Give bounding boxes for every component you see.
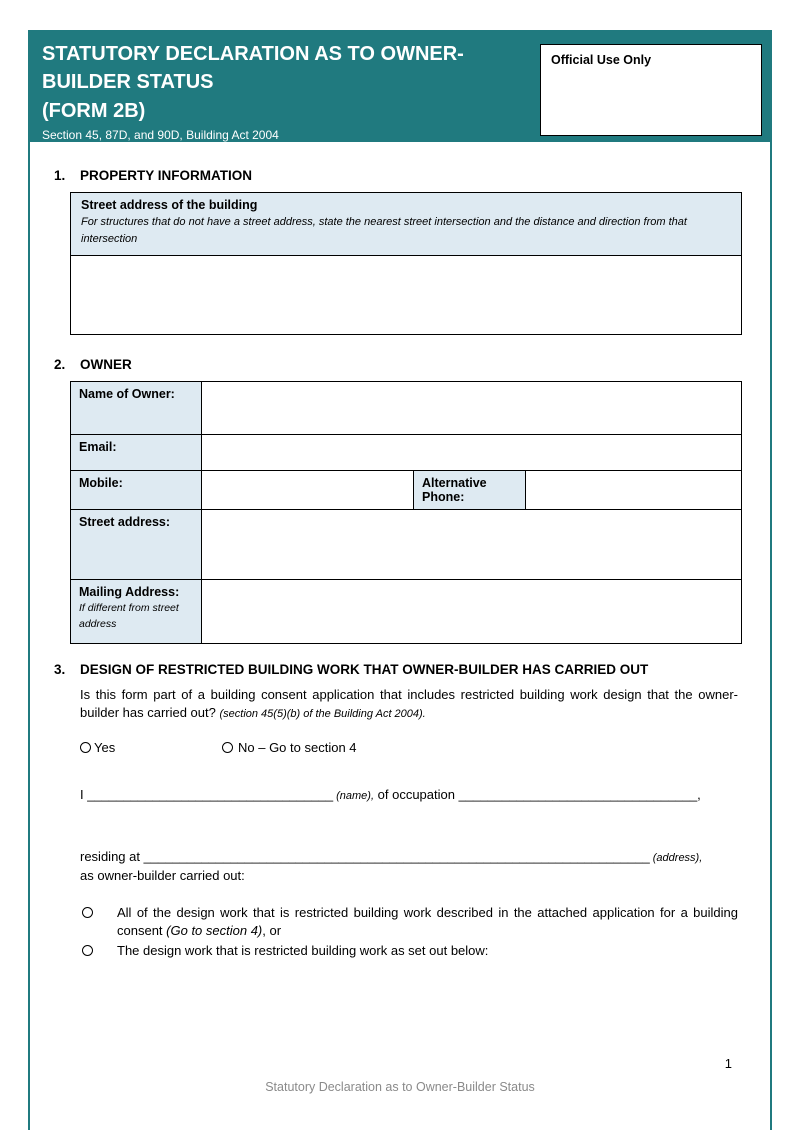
footer-title: Statutory Declaration as to Owner-Builder Status (265, 1080, 535, 1094)
question-reference: (section 45(5)(b) of the Building Act 2004). (219, 708, 426, 721)
owner-mailing-label-cell (71, 580, 201, 643)
owner-table (70, 381, 742, 644)
yes-no-radio-row (80, 739, 738, 757)
name-blank-line[interactable]: __________________________________ (87, 786, 334, 802)
owner-mailing-field[interactable] (201, 580, 741, 643)
page-frame (28, 30, 772, 1130)
page-number: 1 (724, 1056, 732, 1071)
declaration-i-prefix: I (80, 786, 88, 802)
street-address-field[interactable] (71, 256, 741, 334)
official-use-box (540, 44, 762, 136)
yes-radio-label: Yes (94, 739, 116, 755)
yes-radio-button[interactable] (80, 742, 91, 753)
option-all-design-work (80, 904, 738, 940)
owner-alt-phone-field[interactable] (525, 471, 741, 509)
section-2-number: 2. (54, 357, 66, 372)
section-3-body (80, 686, 738, 961)
design-work-below-label (117, 942, 488, 960)
property-information-table (70, 192, 742, 335)
address-hint: (address), (649, 852, 703, 865)
owner-mailing-row (71, 579, 741, 643)
residing-prefix: residing at (80, 849, 144, 865)
all-design-work-label (117, 904, 738, 940)
owner-alt-phone-label: Alternative Phone: (413, 471, 525, 509)
section-2-heading (54, 357, 740, 372)
owner-mailing-label: Mailing Address: (79, 585, 180, 599)
option-1-text: All of the design work that is restricted building work described in the attached application for a building consent (117, 904, 738, 939)
all-design-work-radio-button[interactable] (82, 907, 93, 918)
owner-name-label: Name of Owner: (71, 382, 201, 434)
option-1-suffix: , or (262, 923, 282, 939)
section-3-question (80, 686, 738, 723)
design-work-below-radio-button[interactable] (82, 945, 93, 956)
option-1-italic: (Go to section 4) (166, 923, 263, 939)
official-use-label: Official Use Only (551, 53, 652, 67)
no-radio-button[interactable] (222, 742, 233, 753)
section-3-heading (54, 662, 740, 677)
form-subtitle: Section 45, 87D, and 90D, Building Act 2004 (42, 128, 279, 143)
option-design-work-below (80, 942, 738, 960)
section-1-number: 1. (54, 168, 66, 183)
owner-email-label: Email: (71, 435, 201, 470)
option-2-text: The design work that is restricted building work as set out below: (117, 943, 489, 959)
owner-mobile-field[interactable] (201, 471, 413, 509)
owner-name-row (71, 382, 741, 434)
name-hint: (name), (333, 789, 375, 802)
owner-email-field[interactable] (201, 435, 741, 470)
form-title-line-2: BUILDER STATUS (42, 71, 214, 94)
owner-street-label: Street address: (71, 510, 201, 579)
street-address-note: For structures that do not have a street address, state the nearest street intersection and the distance and direction from that intersection (81, 216, 687, 245)
owner-email-row (71, 434, 741, 470)
street-address-header-cell (71, 193, 741, 256)
form-title-line-3: (FORM 2B) (42, 99, 146, 122)
street-address-label: Street address of the building (81, 198, 258, 212)
design-work-options (80, 904, 738, 961)
form-body (30, 142, 770, 961)
address-blank-line[interactable]: ______________________________________________________________________ (143, 849, 650, 865)
owner-mailing-note: If different from street address (79, 602, 179, 630)
name-occupation-line (80, 786, 738, 804)
owner-name-field[interactable] (201, 382, 741, 434)
section-1-heading (54, 168, 740, 183)
owner-street-field[interactable] (201, 510, 741, 579)
form-title (42, 40, 522, 125)
owner-mobile-label: Mobile: (71, 471, 201, 509)
owner-mobile-row (71, 470, 741, 509)
section-1-title: PROPERTY INFORMATION (80, 168, 253, 183)
occupation-text: of occupation (374, 786, 459, 802)
residing-line (80, 848, 738, 886)
owner-street-row (71, 509, 741, 579)
form-title-line-1: STATUTORY DECLARATION AS TO OWNER- (42, 43, 464, 65)
section-3-number: 3. (54, 662, 66, 677)
question-text: Is this form part of a building consent application that includes restricted building work design that the owner-builder has carried out? (80, 687, 738, 721)
section-2-title: OWNER (80, 357, 132, 372)
occupation-blank-line[interactable]: _________________________________, (458, 786, 701, 802)
carried-out-text: as owner-builder carried out: (80, 868, 245, 884)
section-3-title: DESIGN OF RESTRICTED BUILDING WORK THAT OWNER-BUILDER HAS CARRIED OUT (80, 662, 649, 677)
no-radio-label: No – Go to section 4 (238, 739, 357, 755)
